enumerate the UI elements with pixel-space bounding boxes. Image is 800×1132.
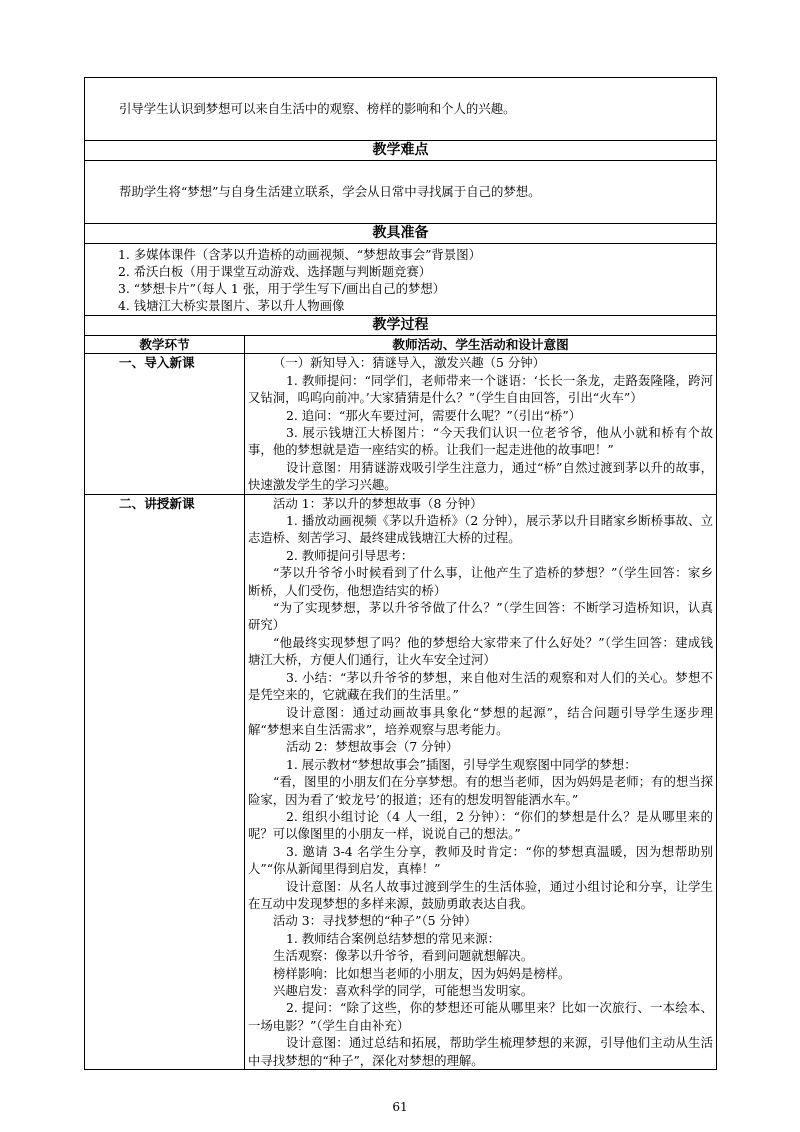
content-line: 2. 追问：“那火车要过河，需要什么呢？”（引出“桥”）: [286, 407, 582, 423]
content-line: 生活观察：像茅以升爷爷，看到问题就想解决。: [273, 948, 534, 964]
process-column-header: [85, 336, 717, 354]
content-line: “他最终实现梦想了吗？他的梦想给大家带来了什么好处？”（学生回答：建成钱塘江大桥，方便人们通行，让火车安全过河）: [248, 634, 713, 668]
difficulty-heading: 教学难点: [85, 141, 717, 161]
content-line: 2. 提问：“除了这些，你的梦想还可能从哪里来？比如一次旅行、一本绘本、一场电影？”（学生自由补充）: [248, 1000, 713, 1033]
difficulty-row: [85, 161, 717, 224]
objective-text: 引导学生认识到梦想可以来自生活中的观察、榜样的影响和个人的兴趣。: [85, 78, 717, 141]
preparation-list: [85, 244, 717, 316]
content-line: 兴趣启发：喜欢科学的同学，可能想当发明家。: [273, 983, 534, 998]
content-line: 3. 邀请 3-4 名学生分享，教师及时肯定：“你的梦想真温暖，因为想帮助别人”“你从新闻里得到启发，真棒！”: [248, 843, 713, 877]
preparation-item: 1. 多媒体课件（含茅以升造桥的动画视频、“梦想故事会”背景图）: [118, 247, 481, 262]
stage-row-teaching: [85, 494, 717, 1069]
content-line: 1. 展示教材“梦想故事会”插图，引导学生观察图中同学的梦想：: [286, 756, 637, 772]
difficulty-heading-row: [85, 141, 717, 161]
lesson-plan-table: [84, 77, 717, 1070]
column-header-stage: 教学环节: [85, 336, 245, 354]
content-line: 2. 组织小组讨论（4 人一组，2 分钟）：“你们的梦想是什么？是从哪里来的呢？可以像图里的小朋友一样，说说自己的想法。”: [248, 808, 713, 842]
objective-row: [85, 78, 717, 141]
content-line: “为了实现梦想，茅以升爷爷做了什么？”（学生回答：不断学习造桥知识，认真研究）: [248, 600, 713, 633]
process-heading-row: [85, 316, 717, 336]
process-heading: 教学过程: [85, 316, 717, 336]
page-number: 61: [392, 1100, 408, 1114]
content-line: “看，图里的小朋友们在分享梦想。有的想当老师，因为妈妈是老师；有的想当探险家，因为看了‘蛟龙号’的报道；还有的想发明智能洒水车。”: [248, 774, 714, 807]
content-line: 榜样影响：比如想当老师的小朋友，因为妈妈是榜样。: [273, 965, 571, 981]
content-line: 1. 教师结合案例总结梦想的常见来源：: [286, 930, 501, 946]
content-line: （一）新知导入：猜谜导入，激发兴趣（5 分钟）: [273, 355, 546, 371]
stage-content-intro: [245, 354, 717, 494]
preparation-item: 3. “梦想卡片”（每人 1 张，用于学生写下/画出自己的梦想）: [118, 281, 446, 297]
column-header-activity: 教师活动、学生活动和设计意图: [245, 336, 717, 354]
content-line: “茅以升爷爷小时候看到了什么事，让他产生了造桥的梦想？”（学生回答：家乡断桥，人们受伤，他想造结实的桥）: [248, 565, 713, 598]
content-line: 活动 2：梦想故事会（7 分钟）: [286, 739, 459, 755]
stage-content-teaching: [245, 494, 717, 1069]
content-line: 3. 展示钱塘江大桥图片：“今天我们认识一位老爷爷，他从小就和桥有个故事，他的梦想就是造一座结实的桥。让我们一起走进他的故事吧！”: [248, 425, 713, 458]
content-line: 活动 1：茅以升的梦想故事（8 分钟）: [273, 495, 483, 511]
content-line: 设计意图：通过动画故事具象化“梦想的起源”，结合问题引导学生逐步理解“梦想来自生活需求”，培养观察与思考能力。: [248, 704, 713, 737]
stage-name-teaching: 二、讲授新课: [85, 494, 245, 1069]
stage-row-intro: [85, 354, 717, 494]
content-line: 1. 教师提问：“同学们，老师带来一个谜语：‘长长一条龙，走路轰隆隆，跨河又钻洞，呜呜向前冲。’大家猜猜是什么？”（学生自由回答，引出“火车”）: [248, 372, 713, 406]
preparation-heading: 教具准备: [85, 224, 717, 244]
content-line: 设计意图：从名人故事过渡到学生的生活体验，通过小组讨论和分享，让学生在互动中发现梦想的多样来源，鼓励勇敢表达自我。: [248, 878, 713, 911]
content-line: 设计意图：通过总结和拓展，帮助学生梳理梦想的来源，引导他们主动从生活中寻找梦想的“种子”，深化对梦想的理解。: [248, 1035, 713, 1068]
content-line: 1. 播放动画视频《茅以升造桥》（2 分钟），展示茅以升目睹家乡断桥事故、立志造桥、刻苦学习、最终建成钱塘江大桥的过程。: [248, 513, 713, 546]
content-line: 活动 3：寻找梦想的“种子”（5 分钟）: [273, 913, 477, 929]
content-line: 2. 教师提问引导思考：: [286, 547, 414, 563]
content-line: 设计意图：用猜谜游戏吸引学生注意力，通过“桥”自然过渡到茅以升的故事，快速激发学生的学习兴趣。: [248, 459, 713, 493]
preparation-item: 2. 希沃白板（用于课堂互动游戏、选择题与判断题竞赛）: [118, 264, 432, 280]
stage-name-intro: 一、导入新课: [85, 354, 245, 494]
preparation-item: 4. 钱塘江大桥实景图片、茅以升人物画像: [118, 298, 345, 314]
difficulty-text: 帮助学生将“梦想”与自身生活建立联系，学会从日常中寻找属于自己的梦想。: [85, 161, 717, 224]
preparation-heading-row: [85, 224, 717, 244]
preparation-row: [85, 244, 717, 316]
content-line: 3. 小结：“茅以升爷爷的梦想，来自他对生活的观察和对人们的关心。梦想不是凭空来的，它就藏在我们的生活里。”: [248, 669, 713, 703]
